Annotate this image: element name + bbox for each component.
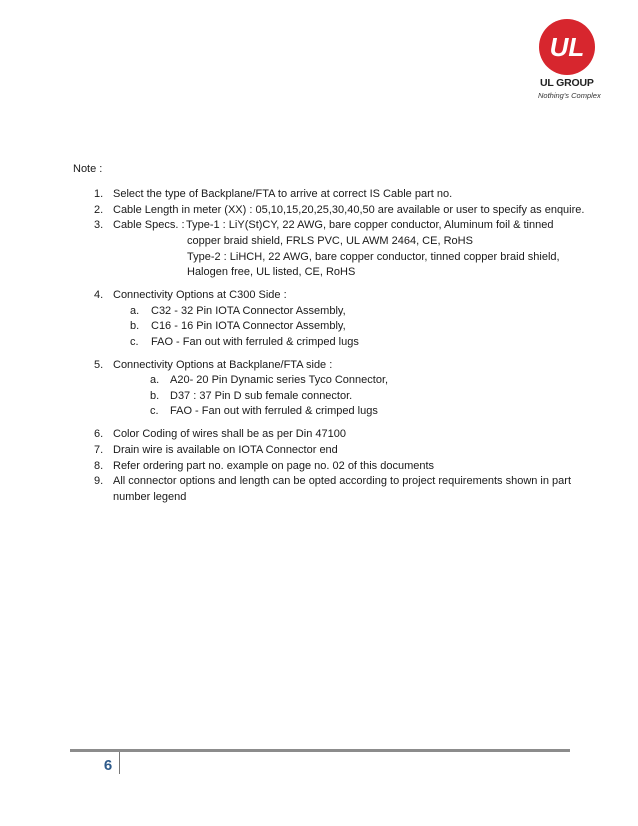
svg-text:UL: UL bbox=[549, 32, 585, 62]
cable-spec-line: Halogen free, UL listed, CE, RoHS bbox=[187, 266, 356, 278]
cable-specs-label: Cable Specs. : bbox=[113, 219, 185, 231]
item-number: 7. bbox=[94, 444, 104, 456]
note-item-text: Refer ordering part no. example on page no. 02 of this documents bbox=[113, 460, 435, 472]
note-item-text: Drain wire is available on IOTA Connector end bbox=[113, 444, 338, 456]
note-label: Note : bbox=[73, 163, 103, 175]
sub-item-text: C32 - 32 Pin IOTA Connector Assembly, bbox=[151, 305, 346, 317]
sub-item-text: FAO - Fan out with ferruled & crimped lugs bbox=[170, 405, 378, 417]
note-item-text: Select the type of Backplane/FTA to arrive at correct IS Cable part no. bbox=[113, 188, 453, 200]
item-number: 3. bbox=[94, 219, 104, 231]
logo-tagline: Nothing's Complex bbox=[538, 91, 601, 100]
item-number: 9. bbox=[94, 475, 104, 487]
cable-spec-line: Type-2 : LiHCH, 22 AWG, bare copper conductor, tinned copper braid shield, bbox=[187, 251, 560, 263]
cable-spec-line: copper braid shield, FRLS PVC, UL AWM 2464, CE, RoHS bbox=[187, 235, 473, 247]
item-number: 6. bbox=[94, 428, 104, 440]
sub-item-text: A20- 20 Pin Dynamic series Tyco Connector, bbox=[170, 374, 389, 386]
item-number: 4. bbox=[94, 289, 104, 301]
page-number-divider bbox=[119, 752, 120, 774]
item-number: 5. bbox=[94, 359, 104, 371]
note-item-text: Cable Length in meter (XX) : 05,10,15,20,25,30,40,50 are available or user to specify as enquire. bbox=[113, 204, 585, 216]
note-item-text: number legend bbox=[113, 491, 187, 503]
logo-company-name: UL GROUP bbox=[540, 77, 594, 89]
sub-item-letter: b. bbox=[150, 390, 160, 402]
item-number: 8. bbox=[94, 460, 104, 472]
note-item-text: Connectivity Options at C300 Side : bbox=[113, 289, 287, 301]
sub-item-text: FAO - Fan out with ferruled & crimped lugs bbox=[151, 336, 359, 348]
page-number: 6 bbox=[103, 757, 113, 774]
sub-item-letter: a. bbox=[130, 305, 140, 317]
note-item-text: All connector options and length can be opted according to project requirements shown in part bbox=[113, 475, 572, 487]
item-number: 2. bbox=[94, 204, 104, 216]
sub-item-letter: c. bbox=[150, 405, 159, 417]
sub-item-text: D37 : 37 Pin D sub female connector. bbox=[170, 390, 353, 402]
sub-item-letter: c. bbox=[130, 336, 139, 348]
sub-item-text: C16 - 16 Pin IOTA Connector Assembly, bbox=[151, 320, 346, 332]
sub-item-letter: b. bbox=[130, 320, 140, 332]
note-item-text: Connectivity Options at Backplane/FTA side : bbox=[113, 359, 333, 371]
cable-spec-line: Type-1 : LiY(St)CY, 22 AWG, bare copper conductor, Aluminum foil & tinned bbox=[186, 219, 554, 231]
note-item-text: Color Coding of wires shall be as per Din 47100 bbox=[113, 428, 346, 440]
footer-rule bbox=[70, 749, 570, 752]
sub-item-letter: a. bbox=[150, 374, 160, 386]
item-number: 1. bbox=[94, 188, 104, 200]
